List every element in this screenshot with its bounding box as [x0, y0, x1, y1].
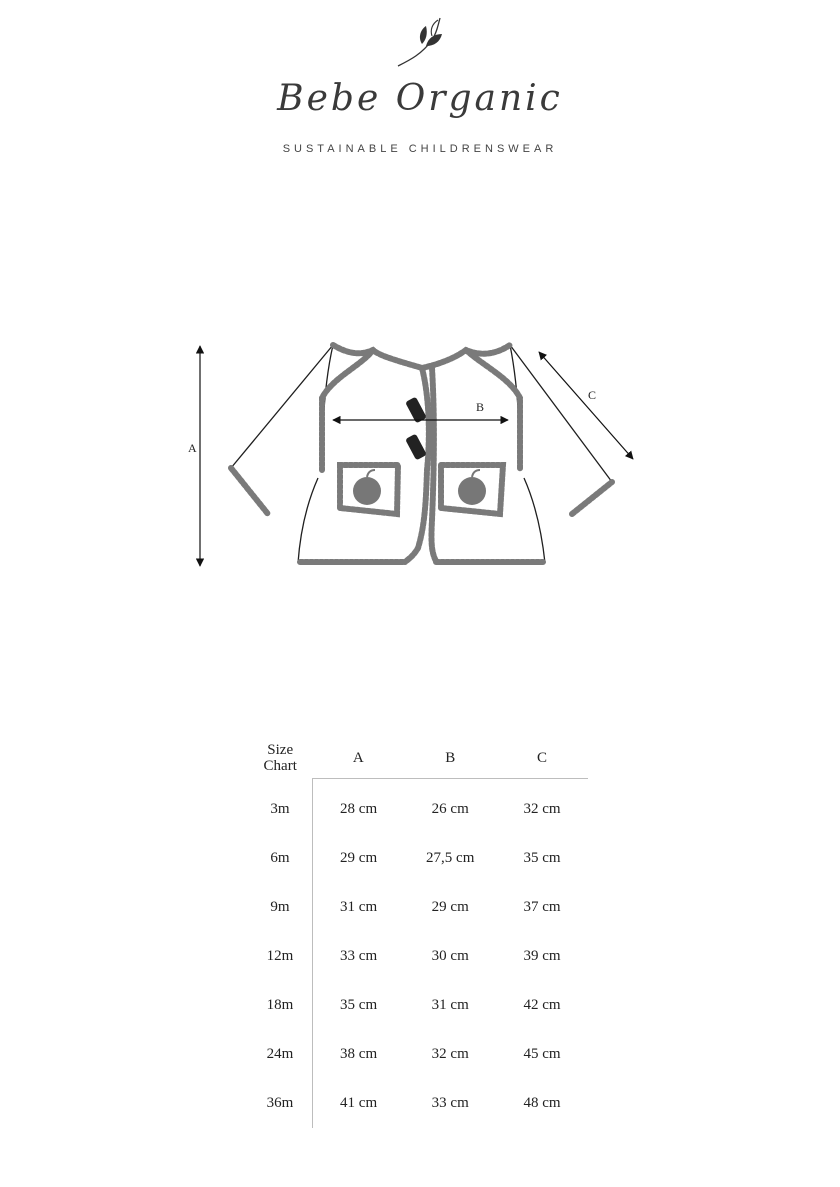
size-cell: 12m	[266, 948, 294, 964]
table-row	[248, 932, 588, 981]
measure-a-label: A	[188, 441, 197, 455]
table-row	[248, 779, 588, 835]
measure-b-cell: 30 cm	[431, 948, 469, 964]
measure-c-cell: 42 cm	[523, 997, 561, 1013]
size-chart-title-line2: Chart	[263, 758, 297, 775]
measure-b-cell: 32 cm	[431, 1046, 469, 1062]
measure-b-cell: 26 cm	[431, 801, 469, 817]
measure-b-label: B	[476, 400, 485, 414]
measure-b-cell: 31 cm	[431, 997, 469, 1013]
column-header-b: B	[404, 738, 496, 779]
column-header-c: C	[496, 738, 588, 779]
apple-motifs	[353, 470, 486, 505]
measure-a-cell: 31 cm	[312, 883, 404, 932]
measure-c-cell: 45 cm	[523, 1046, 561, 1062]
toggle-buttons	[405, 397, 427, 461]
measure-a-cell: 35 cm	[312, 981, 404, 1030]
measure-c-label: C	[588, 388, 597, 402]
measure-a-cell: 28 cm	[312, 779, 404, 835]
measure-b-cell: 33 cm	[431, 1095, 469, 1111]
size-cell: 18m	[266, 997, 294, 1013]
table-row	[248, 981, 588, 1030]
brand-tagline: SUSTAINABLE CHILDRENSWEAR	[282, 143, 558, 155]
size-cell: 24m	[266, 1046, 294, 1062]
size-chart-header-row	[248, 738, 588, 779]
measure-c-cell: 39 cm	[523, 948, 561, 964]
measure-a-cell: 38 cm	[312, 1030, 404, 1079]
size-cell: 9m	[270, 899, 290, 915]
measure-a-cell: 33 cm	[312, 932, 404, 981]
table-row	[248, 834, 588, 883]
table-row	[248, 1030, 588, 1079]
measure-b-cell: 27,5 cm	[426, 850, 475, 866]
measure-c-cell: 37 cm	[523, 899, 561, 915]
measure-c-cell: 48 cm	[523, 1095, 561, 1111]
measure-b-cell: 29 cm	[431, 899, 469, 915]
measure-a-cell: 41 cm	[312, 1079, 404, 1128]
table-row	[248, 883, 588, 932]
measure-a-cell: 29 cm	[312, 834, 404, 883]
measure-c-arrow	[539, 352, 633, 459]
column-header-a: A	[312, 738, 404, 779]
measure-c-cell: 35 cm	[523, 850, 561, 866]
measure-c-cell: 32 cm	[523, 801, 561, 817]
size-cell: 6m	[270, 850, 290, 866]
size-cell: 36m	[266, 1095, 294, 1111]
size-chart-table	[248, 738, 588, 1128]
size-chart-title-line1: Size	[267, 742, 294, 759]
size-chart-title	[248, 738, 312, 779]
brand-name: Bebe Organic	[277, 78, 563, 119]
table-row	[248, 1079, 588, 1128]
size-cell: 3m	[270, 800, 290, 817]
